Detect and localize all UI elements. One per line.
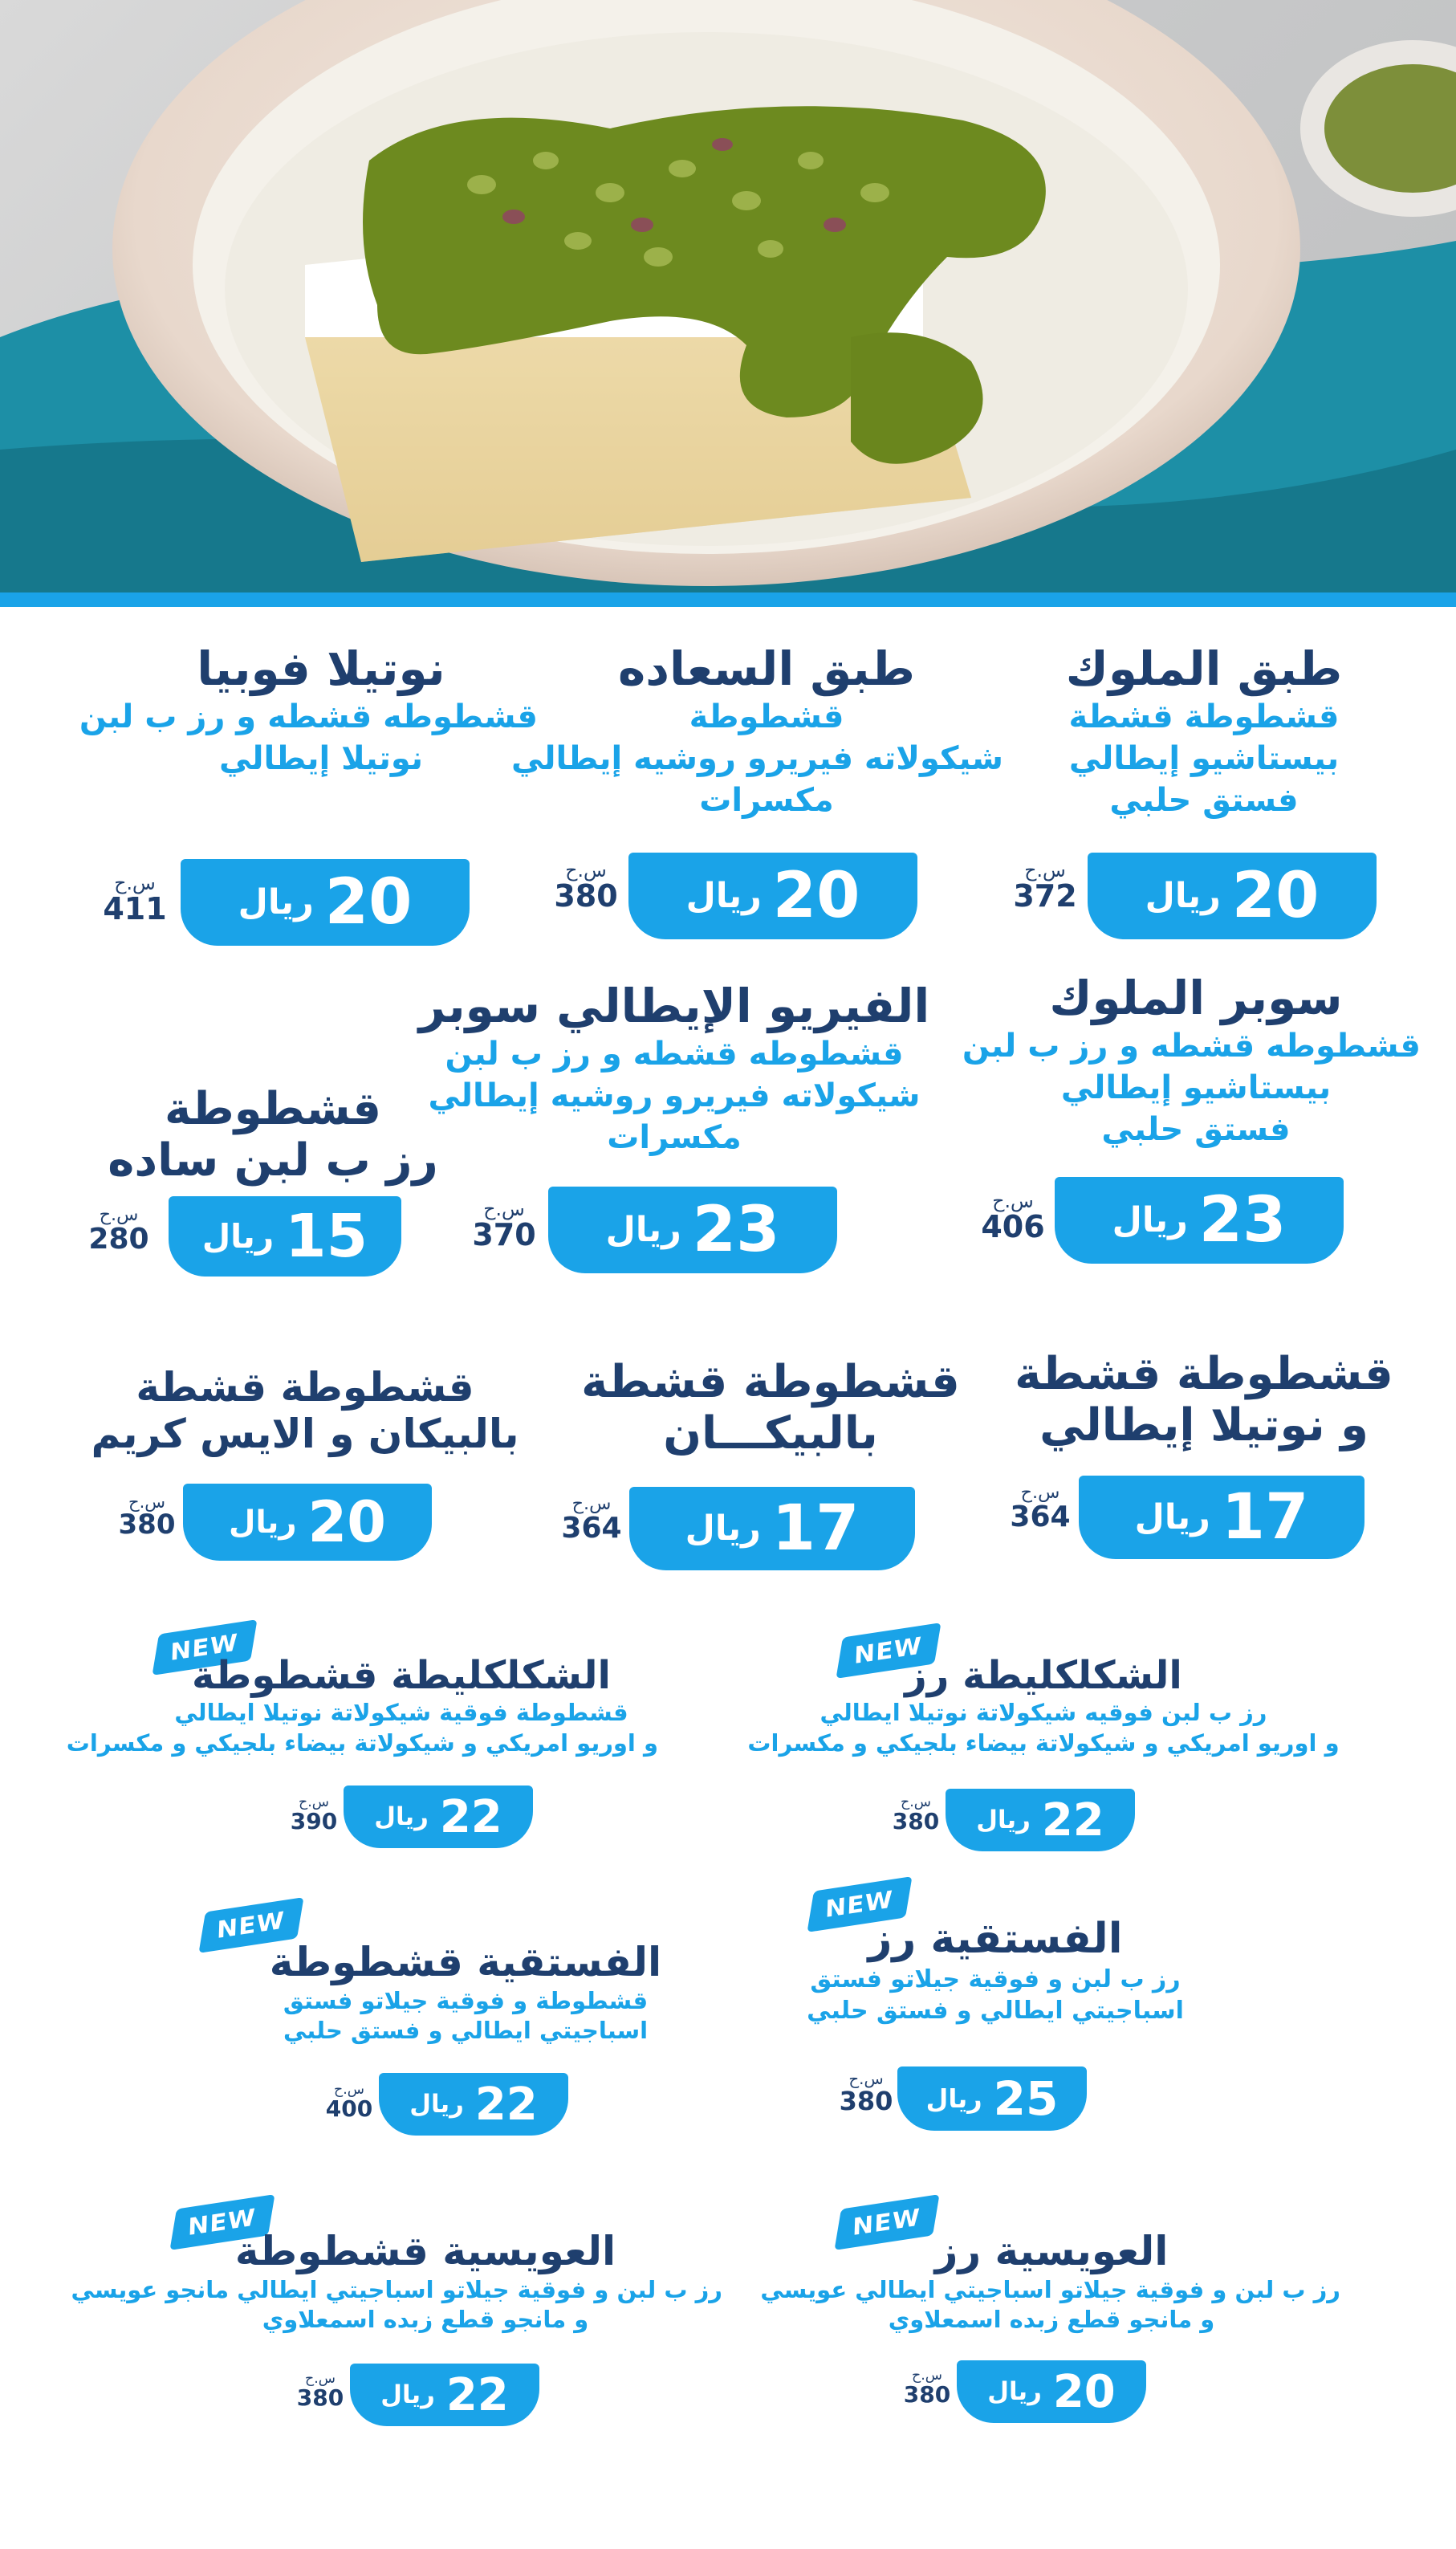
calories-value: 370	[472, 1216, 536, 1252]
calories-label	[554, 861, 618, 913]
calories-unit: س.ح	[334, 2082, 364, 2098]
price-currency: ريال	[1145, 876, 1221, 916]
calories-unit: س.ح	[299, 1794, 329, 1810]
price-value: 23	[1198, 1184, 1287, 1256]
calories-value: 380	[118, 1509, 176, 1541]
item-title: الفستقية رز	[868, 1915, 1123, 1963]
calories-value: 380	[554, 877, 618, 914]
calories-unit: س.ح	[571, 1493, 612, 1514]
price-currency: ريال	[987, 2377, 1042, 2406]
item-title: سوبر الملوك	[1049, 971, 1343, 1025]
calories-value: 380	[903, 2381, 951, 2409]
calories-value: 390	[290, 1808, 338, 1835]
price-currency: ريال	[409, 2090, 464, 2119]
price-value: 20	[1231, 860, 1320, 932]
calories-label	[289, 1795, 339, 1834]
calories-value: 411	[103, 890, 167, 926]
calories-value: 400	[325, 2095, 373, 2123]
menu-item	[66, 1653, 658, 1759]
price-currency: ريال	[605, 1210, 681, 1250]
item-desc: اسباجيتي ايطالي و فستق حلبي	[283, 2017, 649, 2045]
item-desc: قشطوطة فوقية شيكولاتة نوتيلا ايطالي	[174, 1699, 628, 1727]
calories-label	[472, 1199, 536, 1252]
item-desc: فستق حلبي	[1109, 781, 1299, 819]
menu-item	[962, 971, 1421, 1150]
item-title: العويسية قشطوطة	[234, 2228, 616, 2274]
item-desc: مكسرات	[607, 1118, 742, 1156]
item-desc: رز ب لبن و فوقية جيلاتو اسباجيتي ايطالي عويسي	[760, 2275, 1340, 2303]
calories-unit: س.ح	[483, 1198, 525, 1220]
price-currency: ريال	[685, 1509, 761, 1549]
price-value: 20	[772, 860, 860, 932]
menu-item	[746, 1654, 1340, 1759]
item-title-line2: و نوتيلا إيطالي	[1039, 1399, 1369, 1452]
item-title-line2: بالبيكـــان	[663, 1407, 878, 1460]
calories-unit: س.ح	[99, 1204, 139, 1225]
item-desc: بيستاشيو إيطالي	[1068, 739, 1340, 777]
item-title: الشكلكليطة قشطوطة	[192, 1653, 611, 1698]
divider-stripe	[0, 592, 1456, 607]
price-value: 20	[307, 1489, 386, 1555]
menu-item	[417, 979, 931, 1158]
price-badge	[350, 2364, 539, 2426]
price-value: 15	[285, 1202, 368, 1271]
item-desc: بيستاشيو إيطالي	[1060, 1069, 1332, 1106]
price-value: 17	[771, 1492, 860, 1565]
calories-value: 380	[892, 1808, 940, 1835]
calories-label	[902, 2368, 952, 2407]
price-badge	[946, 1789, 1135, 1851]
item-desc: نوتيلا إيطالي	[219, 739, 423, 777]
calories-unit: س.ح	[912, 2368, 942, 2384]
item-title: قشطوطة قشطة	[136, 1364, 474, 1411]
menu-item	[570, 1357, 971, 1460]
new-badge: NEW	[152, 1619, 257, 1676]
price-badge	[183, 1484, 432, 1561]
price-badge	[344, 1786, 533, 1848]
calories-unit: س.ح	[1020, 1482, 1060, 1503]
calories-label	[115, 1493, 179, 1540]
calories-unit: س.ح	[901, 1794, 931, 1810]
item-title: الفستقية قشطوطة	[269, 1939, 662, 1985]
calories-label	[1013, 861, 1077, 913]
calories-value: 406	[981, 1208, 1045, 1244]
item-desc: شيكولاته فيريرو روشيه إيطالي	[510, 739, 1003, 777]
menu-item	[104, 1084, 441, 1187]
item-title: الفيريو الإيطالي سوبر	[418, 979, 930, 1033]
price-badge	[1055, 1177, 1344, 1264]
price-badge	[548, 1187, 837, 1273]
calories-value: 280	[88, 1223, 149, 1256]
price-badge	[169, 1196, 401, 1277]
menu-item	[510, 641, 1003, 821]
calories-value: 364	[561, 1512, 622, 1545]
calories-unit: س.ح	[305, 2371, 336, 2387]
menu-item	[1011, 1349, 1397, 1452]
price-value: 22	[474, 2078, 538, 2131]
item-title: طبق السعاده	[618, 641, 915, 696]
item-desc: رز ب لبن و فوقية جيلاتو فستق	[810, 1965, 1181, 1993]
price-badge	[181, 859, 470, 946]
price-badge	[629, 1487, 915, 1570]
price-badge	[1079, 1476, 1364, 1559]
item-desc: رز ب لبن و فوقية جيلاتو اسباجيتي ايطالي مانجو عويسي	[71, 2275, 722, 2303]
price-badge	[957, 2360, 1146, 2423]
price-value: 23	[692, 1194, 780, 1266]
item-title: قشطوطة	[164, 1083, 382, 1135]
item-desc: و مانجو قطع زبده اسمعلاوي	[888, 2306, 1215, 2334]
price-currency: ريال	[238, 882, 314, 922]
item-title: نوتيلا فوبيا	[197, 641, 445, 696]
price-badge	[379, 2073, 568, 2136]
item-title-line2: بالبيكان و الايس كريم	[91, 1410, 519, 1457]
calories-value: 380	[839, 2085, 893, 2116]
item-title: طبق الملوك	[1065, 641, 1343, 696]
item-desc: قشطوطه قشطه و رز ب لبن	[445, 1035, 904, 1073]
price-value: 25	[993, 2071, 1059, 2126]
new-badge: NEW	[807, 1876, 912, 1932]
new-badge: NEW	[198, 1897, 303, 1953]
item-title-line2: رز ب لبن ساده	[108, 1134, 438, 1187]
price-currency: ريال	[374, 1802, 429, 1831]
item-desc: قشطوطة و فوقية جيلاتو فستق	[283, 1986, 649, 2014]
calories-unit: س.ح	[1024, 859, 1066, 882]
item-desc: شيكولاته فيريرو روشيه إيطالي	[428, 1077, 921, 1114]
price-currency: ريال	[976, 1806, 1031, 1834]
item-desc: قشطوطه قشطه و رز ب لبن	[79, 698, 538, 735]
price-value: 22	[439, 1790, 502, 1843]
calories-unit: س.ح	[565, 859, 607, 882]
menu-item	[760, 2228, 1340, 2335]
price-currency: ريال	[685, 876, 762, 916]
calories-unit: س.ح	[114, 872, 156, 894]
new-badge: NEW	[836, 1623, 941, 1679]
price-currency: ريال	[1134, 1497, 1210, 1537]
calories-unit: س.ح	[992, 1190, 1034, 1212]
calories-value: 372	[1013, 877, 1077, 914]
calories-label	[559, 1495, 624, 1544]
hero-dessert-photo	[0, 0, 1456, 594]
price-currency: ريال	[229, 1504, 297, 1541]
price-badge	[628, 853, 917, 939]
price-value: 22	[1041, 1794, 1104, 1847]
price-value: 20	[324, 866, 413, 939]
calories-label	[324, 2083, 374, 2121]
calories-label	[103, 873, 167, 926]
item-desc: اسباجيتي ايطالي و فستق حلبي	[807, 1996, 1184, 2025]
calories-label	[1008, 1484, 1072, 1533]
item-desc: و اوريو امريكي و شيكولاتة بيضاء بلجيكي و مكسرات	[66, 1729, 658, 1757]
item-title: قشطوطة قشطة	[1015, 1348, 1393, 1400]
calories-label	[891, 1795, 941, 1834]
item-title: قشطوطة قشطة	[581, 1356, 960, 1408]
calories-label	[87, 1206, 151, 1255]
item-title: الشكلكليطة رز	[905, 1653, 1182, 1698]
price-value: 22	[445, 2368, 509, 2421]
menu-item	[79, 641, 538, 780]
price-badge	[1088, 853, 1377, 939]
price-currency: ريال	[380, 2380, 435, 2409]
calories-label	[838, 2071, 894, 2115]
price-currency: ريال	[1112, 1200, 1188, 1240]
item-title: العويسية رز	[934, 2228, 1169, 2274]
item-desc: مكسرات	[699, 781, 834, 819]
calories-unit: س.ح	[128, 1492, 166, 1512]
menu-item	[257, 1940, 674, 2046]
price-value: 20	[1052, 2365, 1116, 2418]
item-desc: و اوريو امريكي و شيكولاتة بيضاء بلجيكي و مكسرات	[747, 1729, 1340, 1757]
price-value: 17	[1221, 1481, 1309, 1553]
new-badge: NEW	[169, 2194, 275, 2250]
menu-item	[80, 1365, 530, 1457]
calories-unit: س.ح	[848, 2070, 884, 2088]
item-desc: قشطوطة	[689, 698, 844, 735]
item-desc: قشطوطة قشطة	[1068, 698, 1340, 735]
item-desc: فستق حلبي	[1101, 1110, 1291, 1148]
calories-label	[295, 2372, 345, 2410]
price-badge	[897, 2066, 1087, 2131]
menu-item	[995, 642, 1413, 821]
calories-label	[981, 1191, 1045, 1244]
price-currency: ريال	[201, 1217, 275, 1256]
menu-item	[71, 2228, 722, 2335]
menu-item	[787, 1916, 1204, 2026]
item-desc: و مانجو قطع زبده اسمعلاوي	[262, 2306, 589, 2334]
item-desc: قشطوطه قشطه و رز ب لبن	[962, 1027, 1421, 1065]
calories-value: 364	[1010, 1500, 1071, 1534]
price-currency: ريال	[925, 2083, 982, 2114]
new-badge: NEW	[834, 2194, 939, 2250]
item-desc: رز ب لبن فوقيه شيكولاتة نوتيلا ايطالي	[820, 1699, 1267, 1727]
calories-value: 380	[296, 2384, 344, 2412]
